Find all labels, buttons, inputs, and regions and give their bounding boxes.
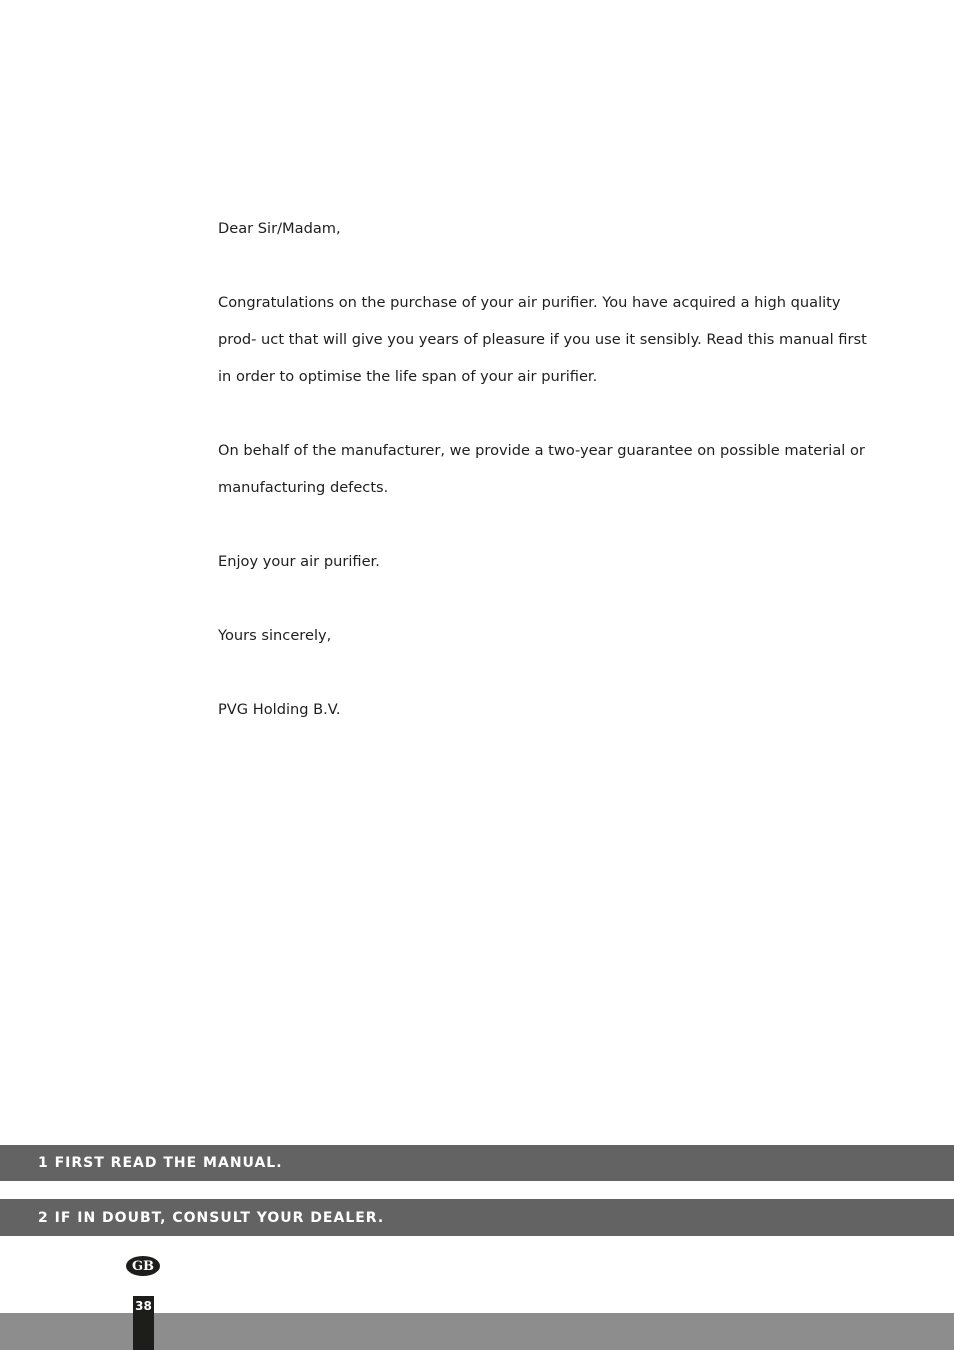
page-number-tab [133, 1296, 154, 1350]
language-badge-icon [126, 1256, 160, 1276]
letter-body [218, 210, 878, 765]
salutation: Dear Sir/Madam, [218, 220, 341, 237]
notice-text-read-manual: 1 FIRST READ THE MANUAL. [38, 1155, 283, 1171]
language-badge-label: GB [131, 1258, 155, 1274]
paragraph-enjoy: Enjoy your air purifier. [218, 553, 380, 570]
closing: Yours sincerely, [218, 627, 332, 644]
notice-band-consult-dealer [0, 1199, 954, 1236]
signature: PVG Holding B.V. [218, 701, 341, 718]
notice-band-read-manual [0, 1145, 954, 1181]
paragraph-congratulations: Congratulations on the purchase of your air purifier. You have acquired a high quality prod- uct that will give you years of pleasure if you use it sensibly. Read this manual first in order to optimise the life span of your air purifier. [218, 294, 867, 385]
paragraph-guarantee: On behalf of the manufacturer, we provide a two-year guarantee on possible material or manufacturing defects. [218, 442, 865, 496]
page-number: 38 [135, 1299, 152, 1313]
notice-text-consult-dealer: 2 IF IN DOUBT, CONSULT YOUR DEALER. [38, 1209, 385, 1226]
